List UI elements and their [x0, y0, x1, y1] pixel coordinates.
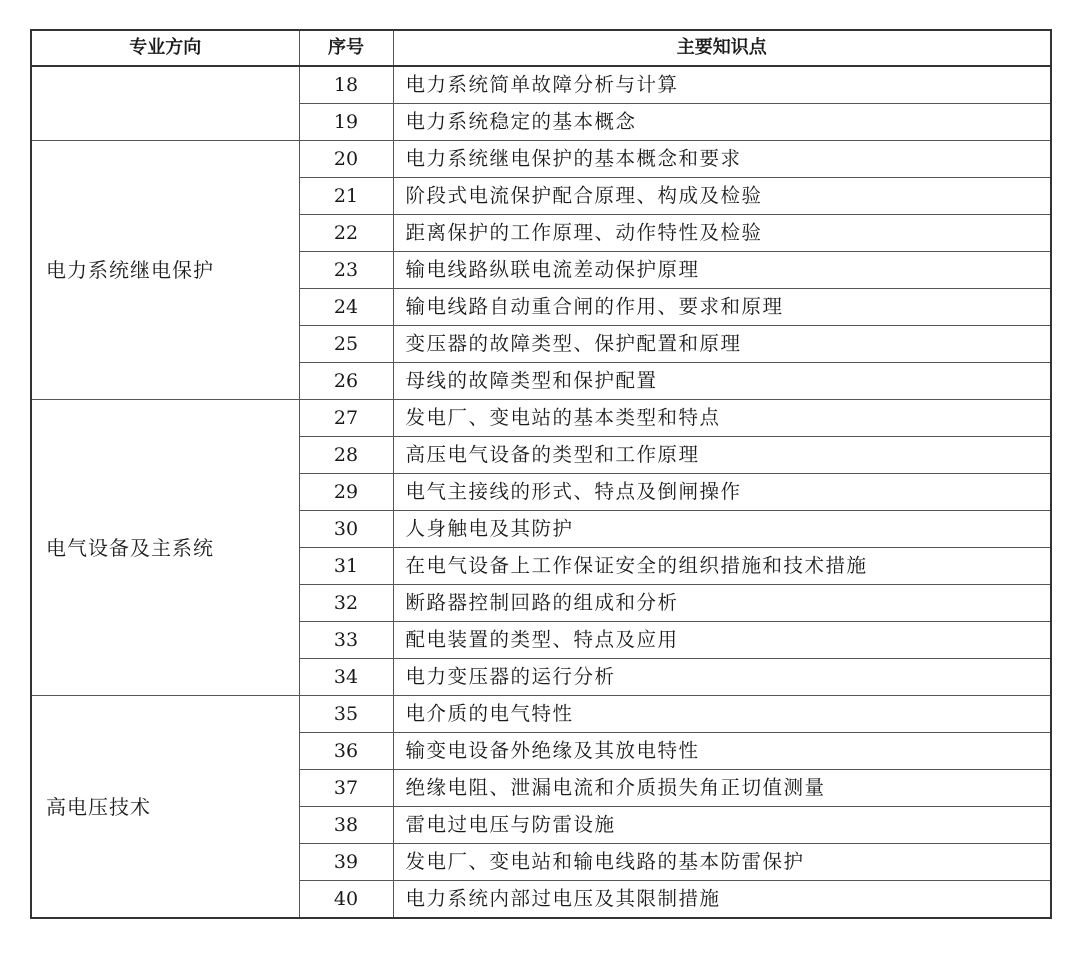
table-header — [31, 30, 1051, 66]
topic-cell: 输变电设备外绝缘及其放电特性 — [393, 733, 1051, 770]
row-number-cell: 36 — [299, 733, 393, 770]
row-number-cell: 20 — [299, 141, 393, 178]
topic-cell: 断路器控制回路的组成和分析 — [393, 585, 1051, 622]
row-number-cell: 35 — [299, 696, 393, 733]
knowledge-table-sheet — [30, 29, 1050, 919]
row-number-cell: 28 — [299, 437, 393, 474]
header-number: 序号 — [299, 30, 393, 66]
row-number-cell: 31 — [299, 548, 393, 585]
topic-cell: 绝缘电阻、泄漏电流和介质损失角正切值测量 — [393, 770, 1051, 807]
direction-cell: 电气设备及主系统 — [31, 400, 299, 696]
row-number-cell: 27 — [299, 400, 393, 437]
table-row — [31, 66, 1051, 104]
topic-cell: 发电厂、变电站的基本类型和特点 — [393, 400, 1051, 437]
topic-cell: 输电线路纵联电流差动保护原理 — [393, 252, 1051, 289]
header-topic: 主要知识点 — [393, 30, 1051, 66]
topic-cell: 电力系统继电保护的基本概念和要求 — [393, 141, 1051, 178]
topic-cell: 人身触电及其防护 — [393, 511, 1051, 548]
topic-cell: 距离保护的工作原理、动作特性及检验 — [393, 215, 1051, 252]
direction-cell — [31, 66, 299, 141]
topic-cell: 阶段式电流保护配合原理、构成及检验 — [393, 178, 1051, 215]
row-number-cell: 26 — [299, 363, 393, 400]
direction-cell: 高电压技术 — [31, 696, 299, 919]
topic-cell: 在电气设备上工作保证安全的组织措施和技术措施 — [393, 548, 1051, 585]
row-number-cell: 33 — [299, 622, 393, 659]
table-row — [31, 696, 1051, 733]
topic-cell: 电力系统稳定的基本概念 — [393, 104, 1051, 141]
row-number-cell: 37 — [299, 770, 393, 807]
topic-cell: 输电线路自动重合闸的作用、要求和原理 — [393, 289, 1051, 326]
topic-cell: 发电厂、变电站和输电线路的基本防雷保护 — [393, 844, 1051, 881]
topic-cell: 电气主接线的形式、特点及倒闸操作 — [393, 474, 1051, 511]
row-number-cell: 22 — [299, 215, 393, 252]
topic-cell: 雷电过电压与防雷设施 — [393, 807, 1051, 844]
table-row — [31, 141, 1051, 178]
topic-cell: 电力系统内部过电压及其限制措施 — [393, 881, 1051, 919]
row-number-cell: 29 — [299, 474, 393, 511]
knowledge-table — [30, 29, 1052, 919]
row-number-cell: 19 — [299, 104, 393, 141]
row-number-cell: 23 — [299, 252, 393, 289]
row-number-cell: 32 — [299, 585, 393, 622]
header-direction: 专业方向 — [31, 30, 299, 66]
row-number-cell: 25 — [299, 326, 393, 363]
topic-cell: 母线的故障类型和保护配置 — [393, 363, 1051, 400]
row-number-cell: 34 — [299, 659, 393, 696]
row-number-cell: 24 — [299, 289, 393, 326]
header-row — [31, 30, 1051, 66]
topic-cell: 变压器的故障类型、保护配置和原理 — [393, 326, 1051, 363]
row-number-cell: 38 — [299, 807, 393, 844]
row-number-cell: 40 — [299, 881, 393, 919]
topic-cell: 高压电气设备的类型和工作原理 — [393, 437, 1051, 474]
row-number-cell: 30 — [299, 511, 393, 548]
topic-cell: 电力变压器的运行分析 — [393, 659, 1051, 696]
topic-cell: 电力系统简单故障分析与计算 — [393, 66, 1051, 104]
row-number-cell: 21 — [299, 178, 393, 215]
row-number-cell: 18 — [299, 66, 393, 104]
table-row — [31, 400, 1051, 437]
table-body — [31, 66, 1051, 918]
direction-cell: 电力系统继电保护 — [31, 141, 299, 400]
topic-cell: 电介质的电气特性 — [393, 696, 1051, 733]
topic-cell: 配电装置的类型、特点及应用 — [393, 622, 1051, 659]
row-number-cell: 39 — [299, 844, 393, 881]
